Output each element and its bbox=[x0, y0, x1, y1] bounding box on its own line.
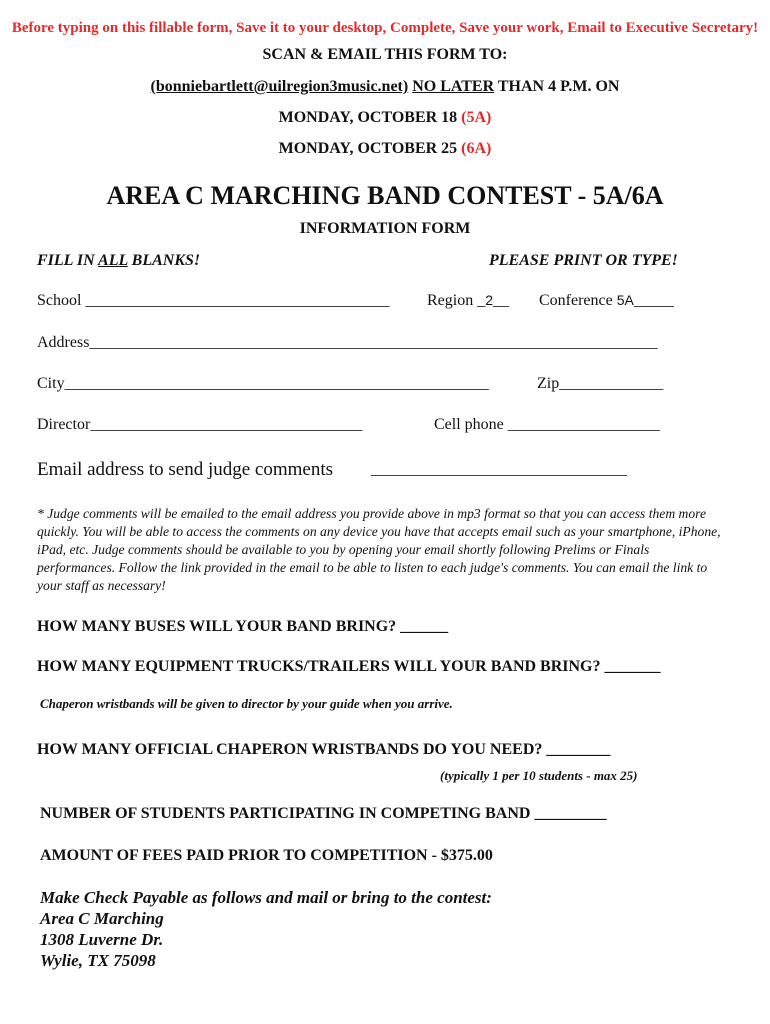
scan-email-heading: SCAN & EMAIL THIS FORM TO: bbox=[262, 46, 508, 63]
judge-comments-note: * Judge comments will be emailed to the email address you provide above in mp3 format so that you can access them more quickly. You will be able to access the comments on any device you have that accepts email such as your smartphone, iPhone, iPad, etc. Judge comments should be available to you by opening your email shortly following Prelims or Finals performances. Follow the link provided in the email to be able to listen to each judge's comments. You can email the link to your staff as necessary! bbox=[37, 506, 721, 593]
trucks-question[interactable]: HOW MANY EQUIPMENT TRUCKS/TRAILERS WILL YOUR BAND BRING? _______ bbox=[37, 658, 661, 675]
conference-field[interactable] bbox=[539, 292, 674, 310]
fillable-form-notice: Before typing on this fillable form, Save it to your desktop, Complete, Save your work, Email to Executive Secretary! bbox=[11, 20, 759, 36]
deadline-time-text: THAN 4 P.M. ON bbox=[494, 78, 620, 95]
cell-phone-field[interactable] bbox=[434, 416, 660, 434]
payee-street: 1308 Luverne Dr. bbox=[40, 930, 164, 949]
deadline-line bbox=[0, 78, 770, 96]
instruction-all-text: ALL bbox=[98, 252, 128, 269]
wristbands-question[interactable]: HOW MANY OFFICIAL CHAPERON WRISTBANDS DO YOU NEED? ________ bbox=[37, 741, 611, 758]
zip-input[interactable]: _____________ bbox=[559, 375, 664, 392]
wristbands-hint: (typically 1 per 10 students - max 25) bbox=[440, 768, 638, 783]
address-input[interactable]: _______________________________________________________________________ bbox=[89, 334, 658, 351]
page-subtitle: INFORMATION FORM bbox=[299, 220, 471, 237]
director-field[interactable] bbox=[37, 416, 362, 434]
date-6a-text: MONDAY, OCTOBER 25 bbox=[278, 140, 462, 157]
city-input[interactable]: _____________________________________________________ bbox=[64, 375, 489, 392]
director-label: Director bbox=[37, 416, 91, 433]
region-input[interactable] bbox=[477, 292, 509, 309]
director-input[interactable]: __________________________________ bbox=[90, 416, 363, 433]
conference-value[interactable]: 5A bbox=[616, 292, 634, 308]
payee-city-state-zip: Wylie, TX 75098 bbox=[40, 951, 156, 970]
contact-email-link[interactable]: (bonniebartlett@uilregion3music.net) bbox=[150, 78, 409, 95]
payment-instruction: Make Check Payable as follows and mail or bring to the contest: bbox=[40, 888, 492, 907]
zip-field[interactable] bbox=[537, 375, 663, 393]
cell-phone-input[interactable]: ___________________ bbox=[507, 416, 660, 433]
city-field[interactable] bbox=[37, 375, 489, 393]
school-input[interactable]: ______________________________________ bbox=[85, 292, 390, 309]
city-label: City bbox=[37, 375, 65, 392]
school-label: School bbox=[37, 292, 82, 309]
region-value[interactable]: 2 bbox=[485, 292, 494, 308]
students-question[interactable]: NUMBER OF STUDENTS PARTICIPATING IN COMPETING BAND _________ bbox=[40, 805, 607, 822]
date-5a-text: MONDAY, OCTOBER 18 bbox=[278, 109, 462, 126]
page-title: AREA C MARCHING BAND CONTEST - 5A/6A bbox=[106, 181, 664, 210]
class-6a-label: (6A) bbox=[461, 140, 492, 157]
school-field[interactable] bbox=[37, 292, 389, 310]
region-label: Region bbox=[427, 292, 474, 309]
class-5a-label: (5A) bbox=[461, 109, 492, 126]
fees-statement: AMOUNT OF FEES PAID PRIOR TO COMPETITION - $375.00 bbox=[40, 847, 493, 864]
conference-blank: _____ bbox=[633, 292, 674, 309]
address-field[interactable] bbox=[37, 334, 657, 352]
conference-label: Conference bbox=[539, 292, 613, 309]
zip-label: Zip bbox=[537, 375, 560, 392]
chaperon-note: Chaperon wristbands will be given to director by your guide when you arrive. bbox=[40, 696, 453, 711]
judge-email-label: Email address to send judge comments bbox=[37, 459, 334, 480]
no-later-text: NO LATER bbox=[412, 78, 495, 95]
region-blank-pre: _ bbox=[477, 292, 486, 309]
deadline-date-5a bbox=[0, 109, 770, 127]
address-label: Address bbox=[37, 334, 90, 351]
judge-email-input[interactable]: ________________________________ bbox=[371, 461, 627, 478]
payee-name: Area C Marching bbox=[40, 909, 164, 928]
region-field[interactable] bbox=[427, 292, 509, 310]
print-or-type-instruction: PLEASE PRINT OR TYPE! bbox=[489, 252, 678, 269]
instruction-text: FILL IN bbox=[37, 252, 99, 269]
fill-all-blanks-instruction bbox=[37, 252, 200, 270]
deadline-date-6a bbox=[0, 140, 770, 158]
cell-phone-label: Cell phone bbox=[434, 416, 504, 433]
region-blank-post: __ bbox=[493, 292, 510, 309]
instruction-text-end: BLANKS! bbox=[127, 252, 201, 269]
buses-question[interactable]: HOW MANY BUSES WILL YOUR BAND BRING? ______ bbox=[37, 618, 449, 635]
